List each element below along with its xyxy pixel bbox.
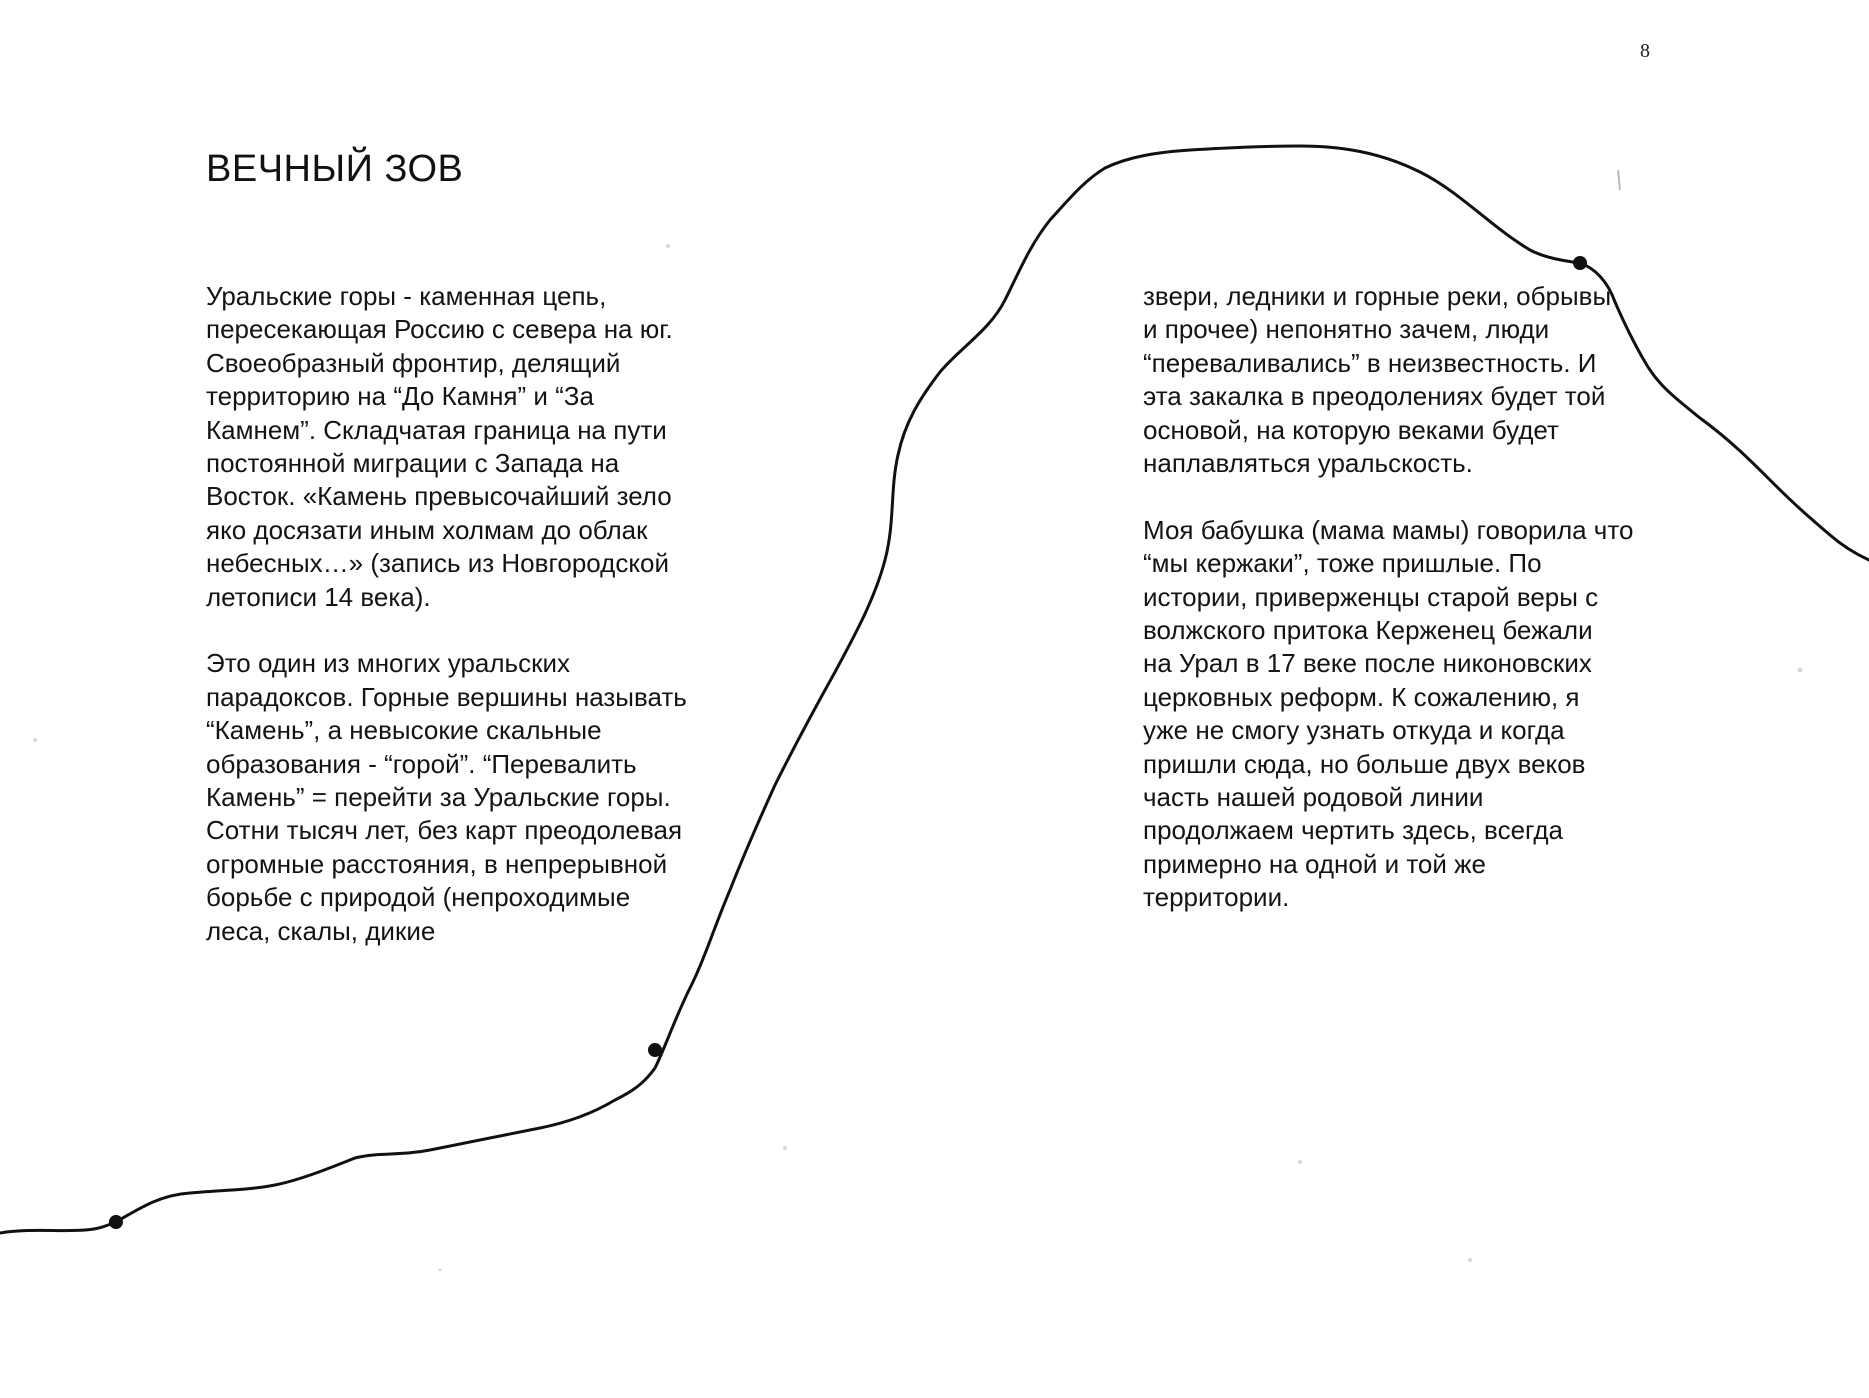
marker-dot-peak xyxy=(1573,256,1587,270)
text-column-right xyxy=(1143,280,1703,948)
page-title: ВЕЧНЫЙ ЗОВ xyxy=(206,148,464,190)
paper-mark xyxy=(1618,170,1620,190)
paragraph: Моя бабушка (мама мамы) говорила что “мы кержаки”, тоже пришлые. По истории, приверженцы старой веры с волжского притока Керженец бежали на Урал в 17 веке после никоновских церковных реформ. К сожалению, я уже не смогу узнать откуда и когда пришли сюда, но больше двух веков часть нашей родовой линии продолжаем чертить здесь, всегда примерно на одной и той же территории. xyxy=(1143,514,1634,913)
text-column-left xyxy=(206,280,766,982)
paragraph: Это один из многих уральских парадоксов. Горные вершины называть “Камень”, а невысокие скальные образования - “горой”. “Перевалить Камень” = перейти за Уральские горы. Сотни тысяч лет, без карт преодолевая огромные расстояния, в непрерывной борьбе с природой (непроходимые леса, скалы, дикие xyxy=(206,648,687,946)
marker-dot-middle xyxy=(648,1043,662,1057)
paragraph: звери, ледники и горные реки, обрывы и прочее) непонятно зачем, люди “переваливались” в неизвестность. И эта закалка в преодолениях будет той основой, на которую веками будет наплавляться уральскость. xyxy=(1143,281,1612,479)
paragraph: Уральские горы - каменная цепь, пересекающая Россию с севера на юг. Своеобразный фронтир, делящий территорию на “До Камня” и “За Камнем”. Складчатая граница на пути постоянной миграции с Запада на Восток. «Камень превысочайший зело яко досязати иным холмам до облак небесных…» (запись из Новгородской летописи 14 века). xyxy=(206,281,673,612)
page-number: 8 xyxy=(1640,40,1650,62)
marker-dot-low xyxy=(109,1215,123,1229)
